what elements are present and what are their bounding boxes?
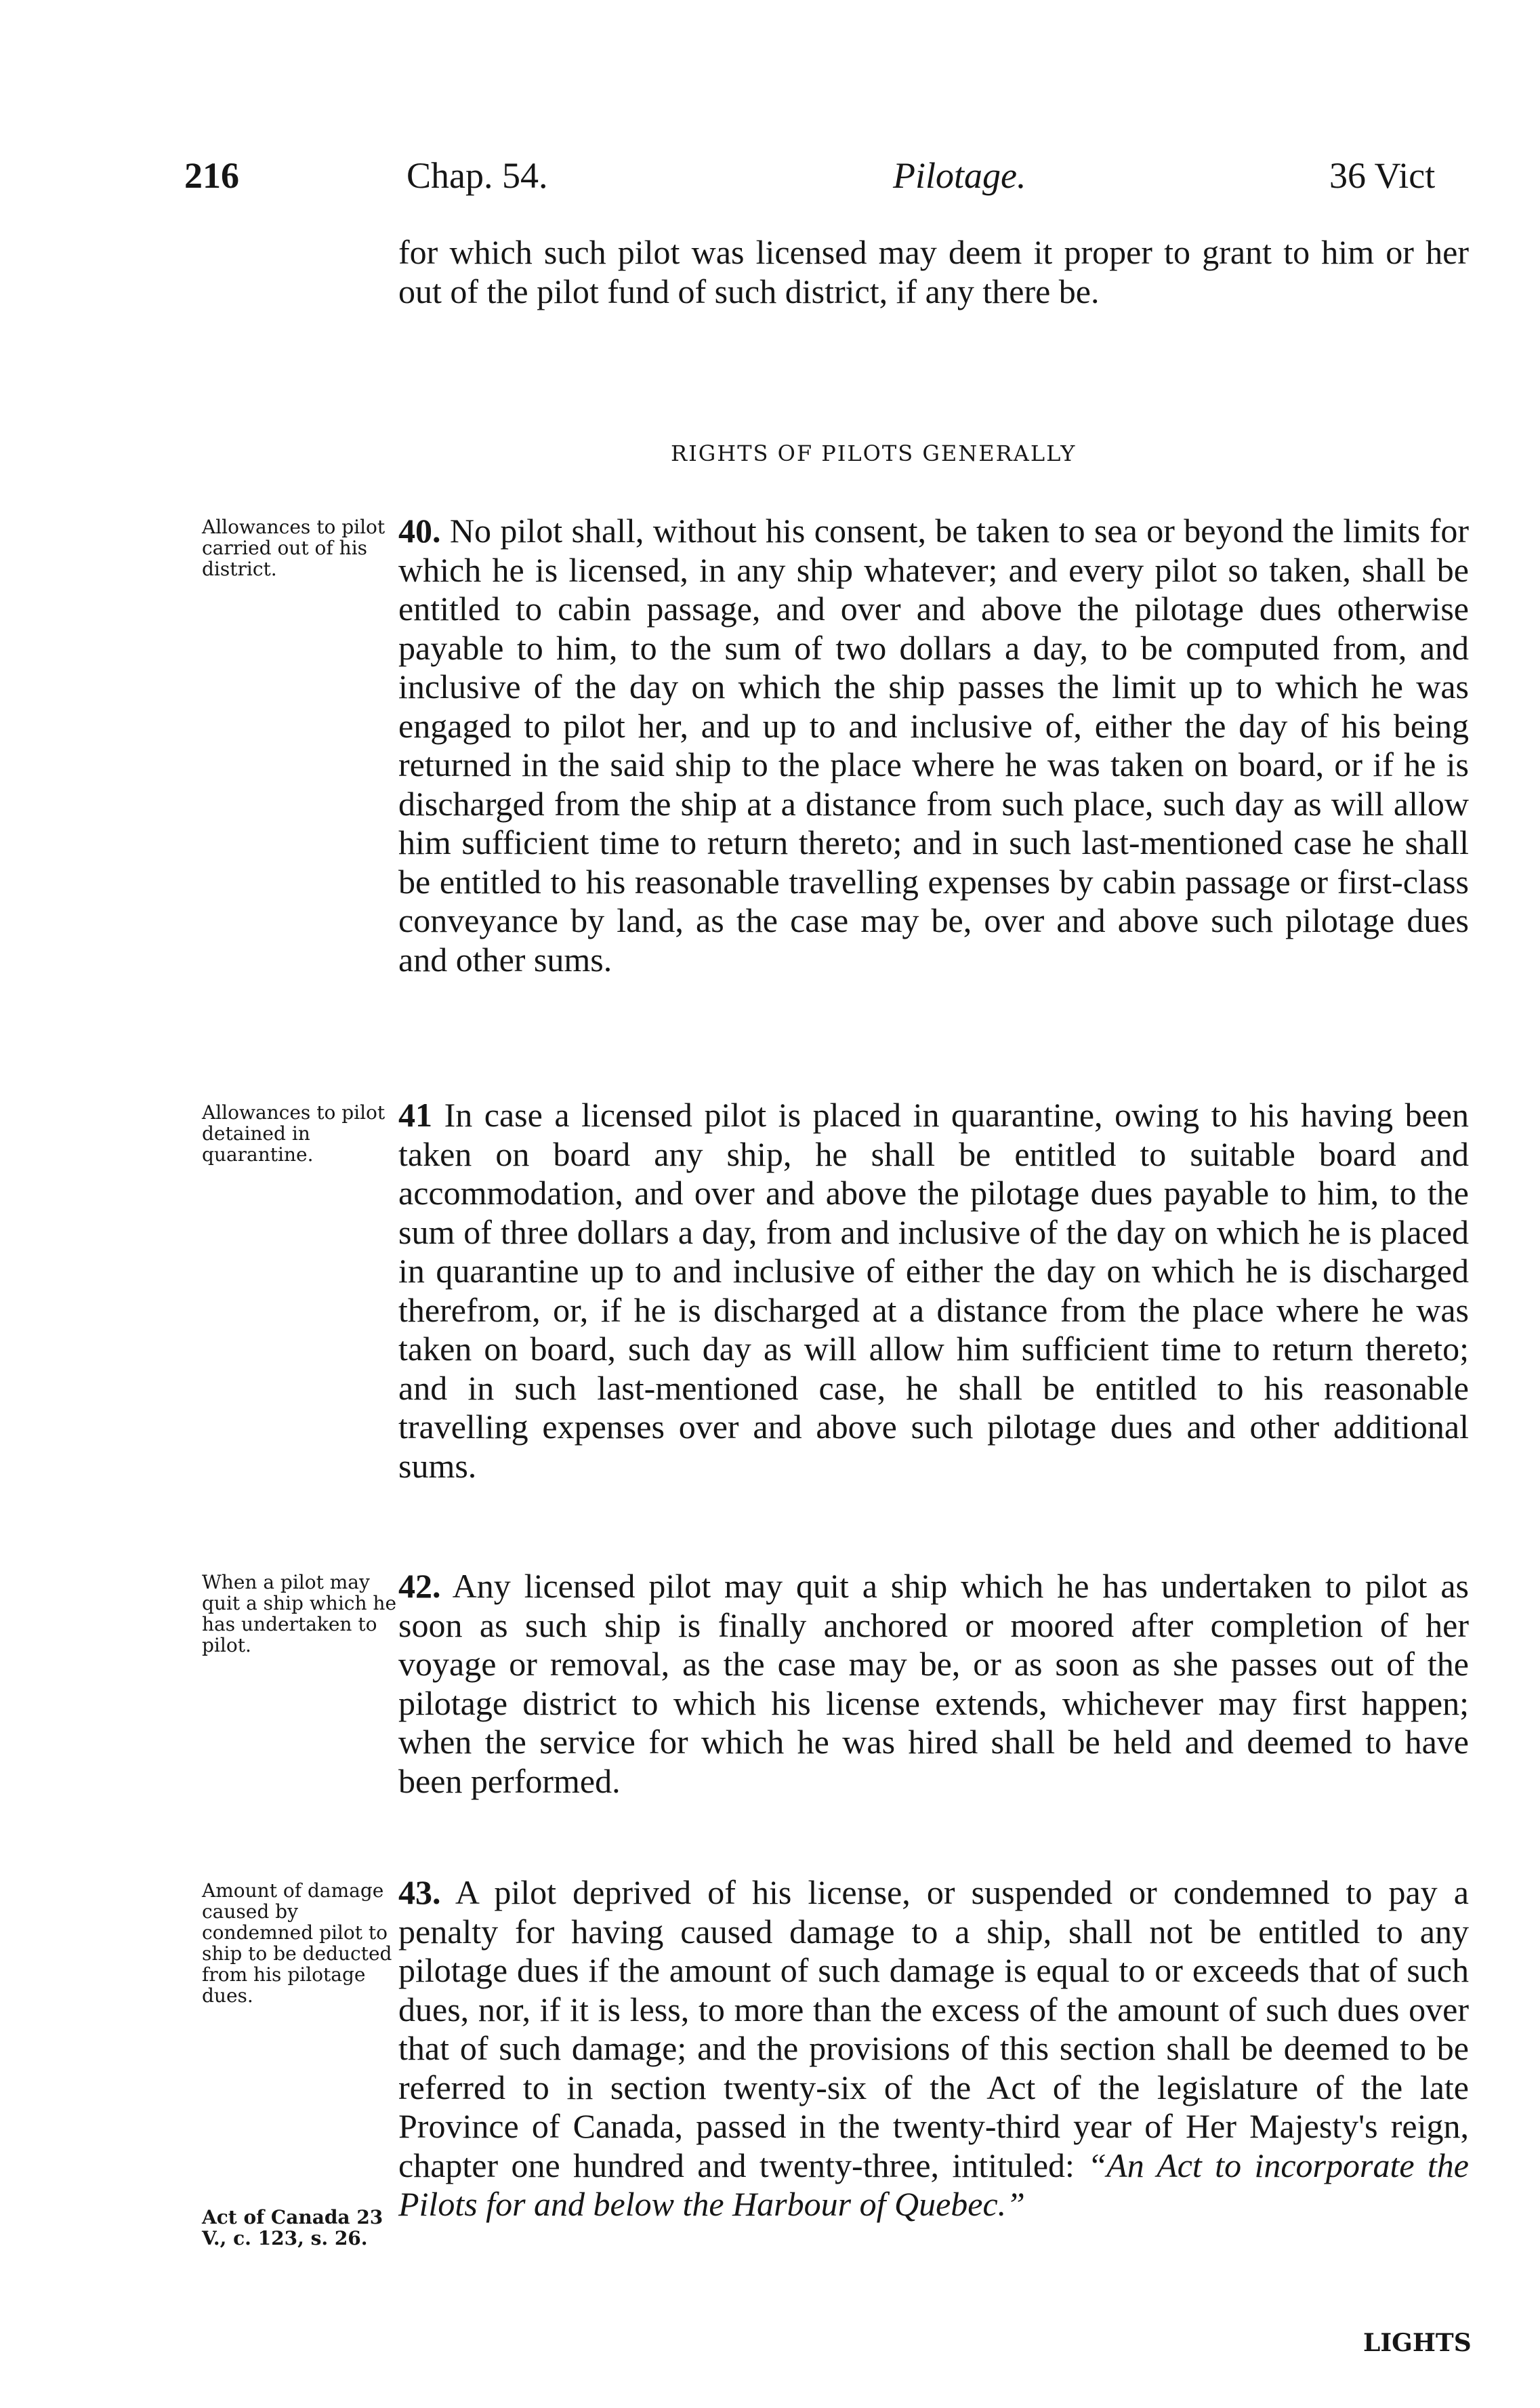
section-text: No pilot shall, without his consent, be taken to sea or beyond the limits for which he is licensed, in any ship whatever; and every pilot so taken, shall be entitled to cabin passage, and over and above the pilotage dues otherwise payable to him, to the sum of two dollars a day, to be computed from, and inclusive of the day on which the ship passes the limit up to which he was engaged to pilot her, and up to and inclusive of, either the day of his being returned in the said ship to the place where he was taken on board, or if he is discharged from the ship at a distance from such place, such day as will allow him sufficient time to return thereto; and in such last-mentioned case he shall be entitled to his reasonable travelling expenses by cabin passage or first-class conveyance by land, as the case may be, over and above such pilotage dues and other sums. [398,512,1469,979]
section-text: In case a licensed pilot is placed in quarantine, owing to his having been taken on board any ship, he shall be entitled to suitable board and accommodation, and over and above the pilotage dues payable to him, to the sum of three dollars a day, from and inclusive of the day on which he is placed in quarantine up to and inclusive of either the day on which he is discharged therefrom, or, if he is discharged at a distance from the place where he was taken on board, such day as will allow him sufficient time to return thereto; and in such last-mentioned case, he shall be entitled to his reasonable travelling expenses over and above such pilotage dues and other additional sums. [398,1096,1470,1485]
section-number: 40. [398,512,441,550]
section-number: 43. [398,1873,441,1911]
margin-note-42: When a pilot may quit a ship which he has undertaken to pilot. [202,1571,397,1656]
running-header [0,155,1540,202]
page-title: Pilotage. [893,155,1026,196]
section-41 [398,1096,1469,1486]
section-43 [398,1873,1469,2224]
regnal-year: 36 Vict [1329,155,1436,196]
section-number: 42. [398,1567,441,1605]
margin-note-43: Amount of damage caused by condemned pilot to ship to be deducted from his pilotage dues. [202,1879,392,2007]
margin-note-41: Allowances to pilot detained in quarantine. [202,1101,386,1166]
continuation-paragraph: for which such pilot was licensed may deem it proper to grant to him or her out of the pilot fund of such district, if any there be. [398,233,1469,310]
section-text: A pilot deprived of his license, or suspended or condemned to pay a penalty for having caused damage to a ship, shall not be entitled to any pilotage dues if the amount of such damage is equal to or exceeds that of such dues, nor, if it is less, to more than the excess of the amount of such dues over that of such damage; and the provisions of this section shall be deemed to be referred to in section twenty-six of the Act of the legislature of the late Province of Canada, passed in the twenty-third year of Her Majesty's reign, chapter one hundred and twenty-three, intituled: [398,1873,1469,2184]
margin-note-act-reference: Act of Canada 23 V., c. 123, s. 26. [202,2206,383,2249]
section-heading: RIGHTS OF PILOTS GENERALLY [671,441,1077,466]
section-40 [398,512,1469,979]
catchword: LIGHTS [1363,2329,1472,2357]
section-number: 41 [398,1096,432,1134]
chapter-label: Chap. 54. [407,155,548,196]
page-number: 216 [184,155,239,196]
act-title: “An Act to incorporate the Pilots for and below the Harbour of Quebec.” [398,2146,1469,2223]
section-42 [398,1567,1469,1801]
margin-note-40: Allowances to pilot carried out of his district. [202,516,386,580]
section-text: Any licensed pilot may quit a ship which he has undertaken to pilot as soon as such ship is finally anchored or moored after completion of her voyage or removal, as the case may be, or as soon as she passes out of the pilotage district to which his license extends, whichever may first happen; when the service for which he was hired shall be held and deemed to have been performed. [398,1567,1469,1800]
